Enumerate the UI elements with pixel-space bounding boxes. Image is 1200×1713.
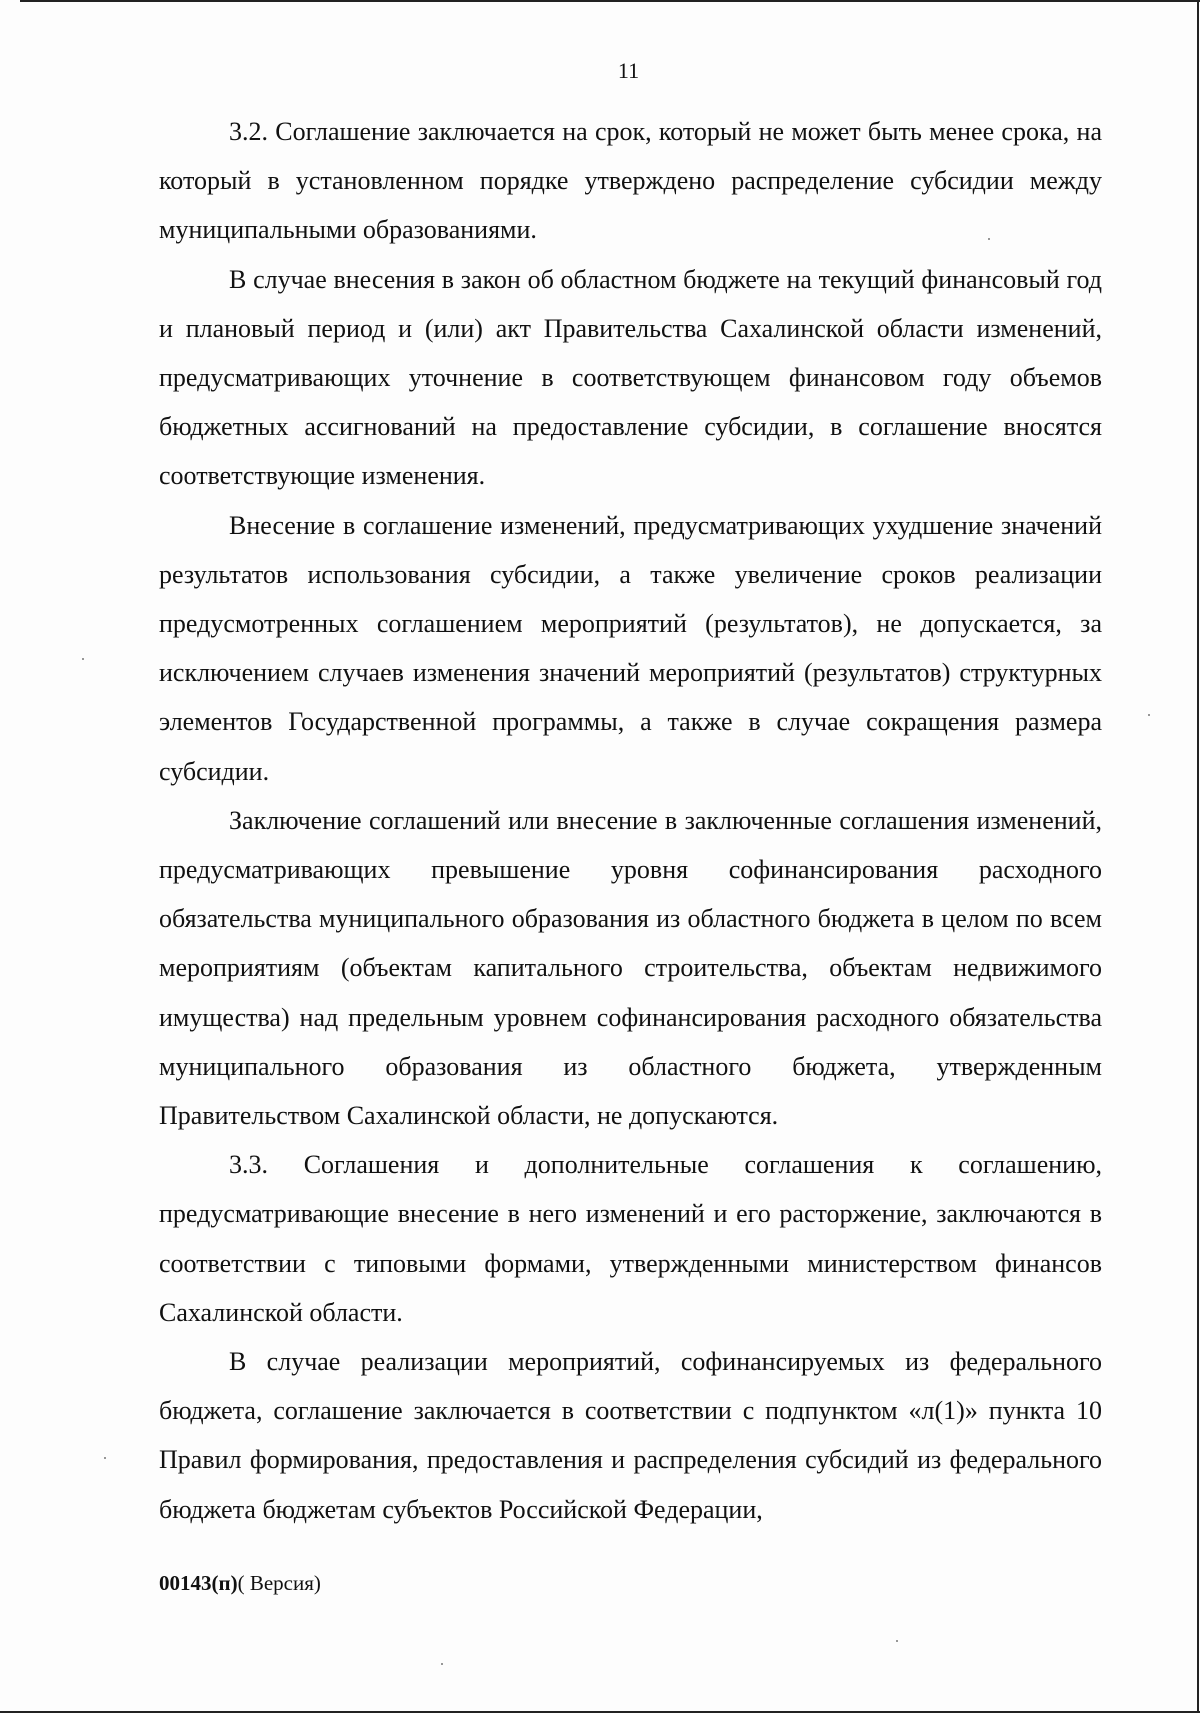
paragraph-deterioration-prohibited: Внесение в соглашение изменений, предусматривающих ухудшение значений результатов использования субсидии, а также увеличение сроков реализации предусмотренных соглашением мероприятий (результатов), не допускается, за исключением случаев изменения значений мероприятий (результатов) структурных элементов Государственной программы, а также в случае сокращения размера субсидии.	[159, 510, 1102, 786]
scan-speck	[988, 238, 990, 240]
scan-edge-top	[20, 0, 1200, 2]
scan-speck	[82, 658, 84, 660]
scan-speck	[896, 1640, 898, 1642]
document-code: 00143(п)	[159, 1571, 238, 1595]
paragraph-cofinancing-limit: Заключение соглашений или внесение в заключенные соглашения изменений, предусматривающих превышение уровня софинансирования расходного обязательства муниципального образования из областного бюджета в целом по всем мероприятиям (объектам капитального строительства, объектам недвижимого имущества) над предельным уровнем софинансирования расходного обязательства муниципального образования из областного бюджета, утвержденным Правительством Сахалинской области, не допускаются.	[159, 805, 1102, 1131]
document-footer	[159, 1570, 321, 1596]
scan-speck	[104, 1457, 106, 1459]
scan-speck	[1148, 714, 1150, 716]
document-version: ( Версия)	[237, 1571, 321, 1595]
paragraph-budget-law-changes: В случае внесения в закон об областном бюджете на текущий финансовый год и плановый период и (или) акт Правительства Сахалинской области изменений, предусматривающих уточнение в соответствующем финансовом году объемов бюджетных ассигнований на предоставление субсидии, в соглашение вносятся соответствующие изменения.	[159, 264, 1102, 491]
page-number: 11	[617, 58, 640, 83]
body-text	[159, 107, 1102, 1534]
scan-speck	[441, 1663, 443, 1665]
paragraph-3-3: 3.3. Соглашения и дополнительные соглашения к соглашению, предусматривающие внесение в него изменений и его расторжение, заключаются в соответствии с типовыми формами, утвержденными министерством финансов Сахалинской области.	[159, 1150, 1102, 1327]
scan-edge-right	[1197, 0, 1199, 1713]
paragraph-federal-cofinancing: В случае реализации мероприятий, софинансируемых из федерального бюджета, соглашение заключается в соответствии с подпунктом «л(1)» пункта 10 Правил формирования, предоставления и распределения субсидий из федерального бюджета бюджетам субъектов Российской Федерации,	[159, 1347, 1102, 1524]
paragraph-3-2: 3.2. Соглашение заключается на срок, который не может быть менее срока, на который в установленном порядке утверждено распределение субсидии между муниципальными образованиями.	[159, 117, 1102, 245]
